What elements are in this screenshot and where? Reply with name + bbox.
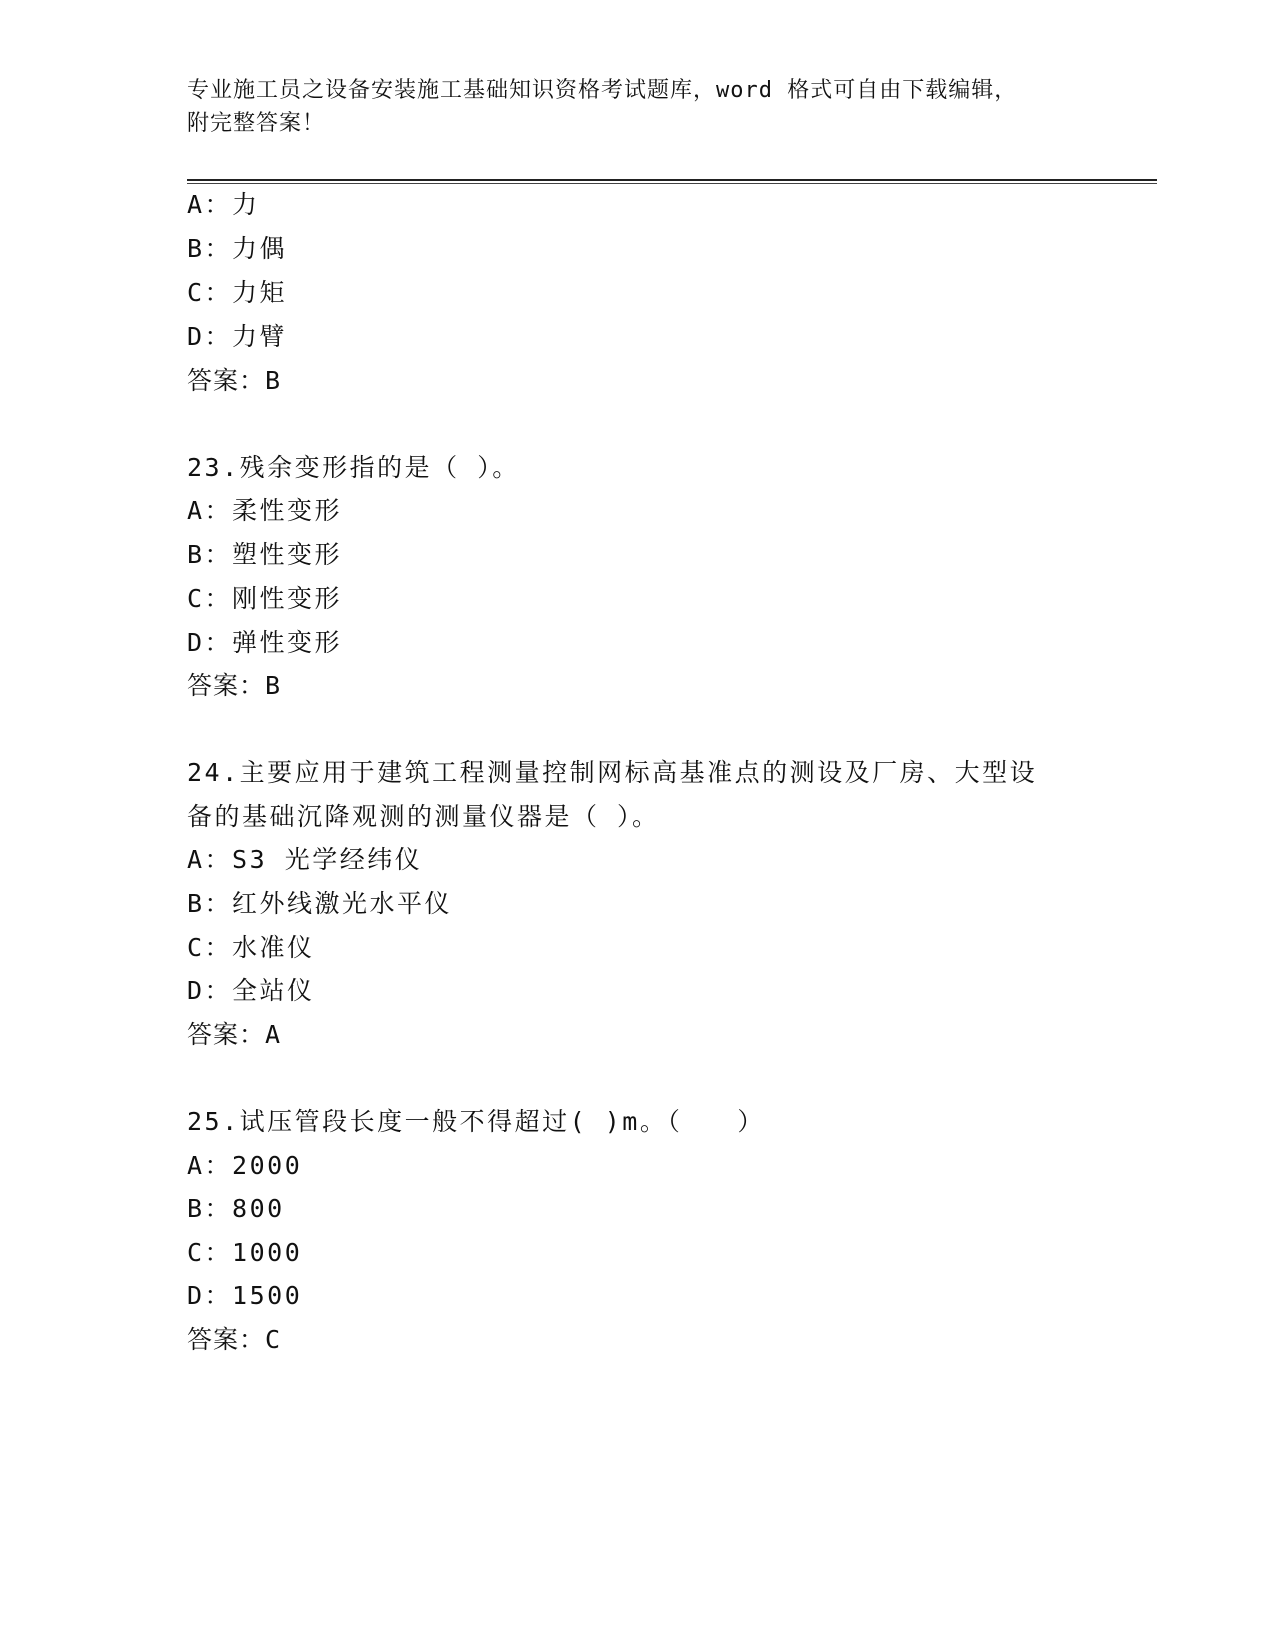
q25-option-b: B：800 bbox=[187, 1194, 285, 1223]
q25-answer-label: 答案： bbox=[187, 1325, 266, 1354]
q23-option-d: D：弹性变形 bbox=[187, 628, 343, 657]
q24-stem-line-2: 备的基础沉降观测的测量仪器是（ ）。 bbox=[187, 802, 660, 831]
q23-answer-key: B bbox=[265, 671, 282, 700]
header-divider-thick bbox=[187, 179, 1157, 181]
q24-option-b: B：红外线激光水平仪 bbox=[187, 889, 453, 918]
q22-answer-key: B bbox=[265, 366, 282, 395]
q25-option-d: D：1500 bbox=[187, 1281, 303, 1310]
q22-answer bbox=[187, 364, 281, 398]
q24-option-c: C：水准仪 bbox=[187, 933, 315, 962]
q25-option-a: A：2000 bbox=[187, 1151, 303, 1180]
header-title-line-1: 专业施工员之设备安装施工基础知识资格考试题库，word 格式可自由下载编辑， bbox=[187, 78, 1018, 103]
q22-option-d: D：力臂 bbox=[187, 322, 288, 351]
q24-answer-key: A bbox=[265, 1020, 282, 1049]
q25-option-c: C：1000 bbox=[187, 1238, 303, 1267]
document-header bbox=[187, 74, 1087, 140]
header-title-line-2: 附完整答案！ bbox=[187, 111, 326, 136]
header-divider-thin bbox=[187, 183, 1157, 184]
q23-answer bbox=[187, 669, 281, 703]
q22-option-a: A：力 bbox=[187, 190, 260, 219]
q22-option-c: C：力矩 bbox=[187, 278, 288, 307]
q24-option-d: D：全站仪 bbox=[187, 976, 315, 1005]
q25-answer-key: C bbox=[265, 1325, 282, 1354]
q24-answer bbox=[187, 1018, 281, 1052]
q24-answer-label: 答案： bbox=[187, 1020, 266, 1049]
q24-option-a: A：S3 光学经纬仪 bbox=[187, 845, 423, 874]
q23-answer-label: 答案： bbox=[187, 671, 266, 700]
q25-answer bbox=[187, 1323, 281, 1357]
q23-option-b: B：塑性变形 bbox=[187, 540, 343, 569]
q25-stem: 25.试压管段长度一般不得超过( )m。（ ） bbox=[187, 1107, 765, 1136]
q22-option-b: B：力偶 bbox=[187, 234, 288, 263]
q23-option-a: A：柔性变形 bbox=[187, 496, 343, 525]
q23-stem: 23.残余变形指的是（ ）。 bbox=[187, 453, 520, 482]
q23-option-c: C：刚性变形 bbox=[187, 584, 343, 613]
q22-answer-label: 答案： bbox=[187, 366, 266, 395]
q24-stem-line-1: 24.主要应用于建筑工程测量控制网标高基准点的测设及厂房、大型设 bbox=[187, 758, 1038, 787]
